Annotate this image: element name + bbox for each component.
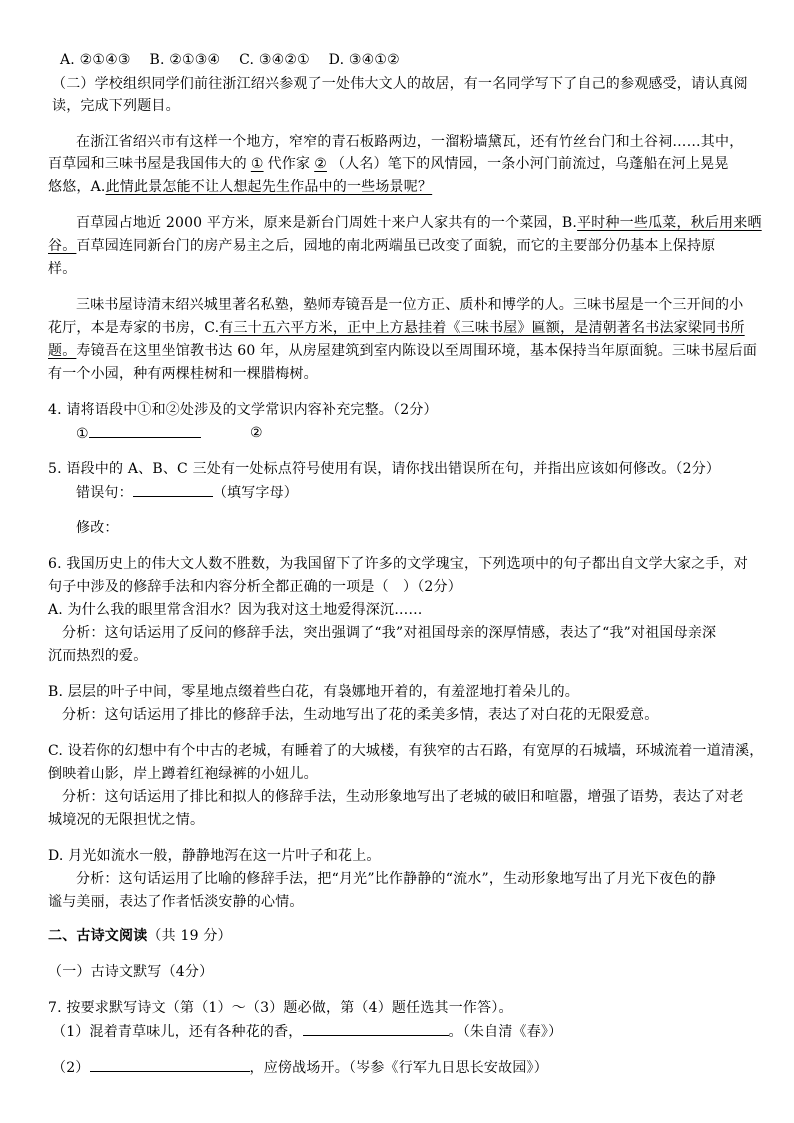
p3-text: 花厅，本是寿家的书房，C.	[48, 320, 220, 336]
p3-line1: 三味书屋诗清末绍兴城里著名私塾，塾师寿镜吾是一位方正、质朴和博学的人。三味书屋是一个三开间的小	[76, 297, 744, 313]
q6-option-d-analysis-1: 分析：这句话运用了比喻的修辞手法，把“月光”比作静静的“流水”，生动形象地写出了月光下夜色的静	[76, 871, 717, 887]
q7-2-label: （2）	[52, 1060, 90, 1076]
p2-text: 百草园占地近 2000 平方米，原来是新台门周姓十来户人家共有的一个菜园，B.	[76, 215, 578, 231]
section2-intro-line1: （二）学校组织同学们前往浙江绍兴参观了一处伟大文人的故居，有一名同学写下了自己的参观感受，请认真阅	[52, 76, 748, 92]
q6-option-d: D. 月光如流水一般，静静地泻在这一片叶子和花上。	[48, 848, 381, 864]
p3-line4: 有一个小园，种有两棵桂树和一棵腊梅树。	[48, 366, 318, 382]
q5-wrong-line	[76, 482, 298, 503]
q7-1	[52, 1021, 562, 1042]
q6-option-a: A. 为什么我的眼里常含泪水？因为我对这土地爱得深沉……	[48, 602, 423, 618]
q5-stem: 5. 语段中的 A、B、C 三处有一处标点符号使用有误，请你找出错误所在句，并指出应该如何修改。（2分）	[48, 461, 721, 477]
sentence-c-end: 题。	[48, 343, 77, 359]
q3-options: A. ②①④③ B. ②①③④ C. ③④②① D. ③④①②	[60, 52, 400, 68]
p2-text: 百草园连同新台门的房产易主之后，园地的南北两端虽已改变了面貌，而它的主要部分仍基本上保持原	[76, 238, 716, 254]
q6-option-a-analysis-1: 分析：这句话运用了反问的修辞手法，突出强调了“我”对祖国母亲的深厚情感，表达了“我”对祖国母亲深	[62, 625, 717, 641]
p3-line3	[48, 341, 757, 361]
section2-intro-line2: 读，完成下列题目。	[52, 98, 180, 114]
q6-option-a-analysis-2: 沉而热烈的爱。	[48, 648, 148, 664]
q4-answer-2	[250, 423, 263, 443]
p2-line2	[48, 236, 715, 256]
part2-score: （共 19 分）	[147, 928, 232, 944]
p1-line2	[48, 154, 729, 174]
q6-option-c-analysis-1: 分析：这句话运用了排比和拟人的修辞手法，生动形象地写出了老城的破旧和喧嚣，增强了语势，表达了对老	[62, 789, 744, 805]
q6-option-c-analysis-2: 城境况的无限担忧之情。	[48, 812, 205, 828]
q4-blank-1[interactable]	[89, 423, 201, 438]
q7-2	[52, 1057, 548, 1078]
q6-option-b: B. 层层的叶子中间，零星地点缀着些白花，有袅娜地开着的，有羞涩地打着朵儿的。	[48, 684, 579, 700]
q4-label-1: ①	[76, 426, 89, 442]
q4-answer-1	[76, 423, 201, 444]
part2-title: 二、古诗文阅读	[48, 928, 148, 944]
blank-mark-1: ①	[250, 156, 264, 172]
q7-2-text: ，应傍战场开。（岑参《行军九日思长安故园》）	[249, 1060, 548, 1076]
q7-1-blank[interactable]	[303, 1021, 449, 1036]
q6-option-b-analysis: 分析：这句话运用了排比的修辞手法，生动地写出了花的柔美多情，表达了对白花的无限爱意。	[62, 707, 659, 723]
p3-text: 寿镜吾在这里坐馆教书达 60 年，从房屋建筑到室内陈设以至周围环境，基本保持当年原面貌。三味书屋后面	[76, 343, 758, 359]
q4-stem: 4. 请将语段中①和②处涉及的文学常识内容补充完整。（2分）	[48, 402, 438, 418]
q6-stem-line1: 6. 我国历史上的伟大文人数不胜数，为我国留下了许多的文学瑰宝，下列选项中的句子都出自文学大家之手，对	[48, 556, 749, 572]
q7-2-blank[interactable]	[90, 1057, 250, 1072]
part2-heading	[48, 926, 232, 946]
q6-stem-line2: 句子中涉及的修辞手法和内容分析全都正确的一项是（ ）（2分）	[48, 579, 462, 595]
p2-line3: 样。	[48, 261, 77, 277]
part2-sub1: （一）古诗文默写（4分）	[48, 964, 214, 980]
q5-fix-label: 修改：	[76, 520, 119, 536]
p1-text: （人名）笔下的风情园，一条小河门前流过，乌蓬船在河上晃晃	[330, 156, 729, 172]
q7-stem: 7. 按要求默写诗文（第（1）～（3）题必做，第（4）题任选其一作答）。	[48, 1000, 513, 1016]
q6-option-c-line2: 倒映着山影，岸上蹲着红袍绿裤的小妞儿。	[48, 766, 318, 782]
sentence-a: 此情此景怎能不让人想起先生作品中的一些场景呢？	[105, 179, 433, 195]
q6-option-d-analysis-2: 谧与美丽，表达了作者恬淡安静的心情。	[48, 894, 304, 910]
p1-line3	[48, 177, 432, 197]
p1-text: 百草园和三味书屋是我国伟大的	[48, 156, 247, 172]
q6-option-c-line1: C. 设若你的幻想中有个中古的老城，有睡着了的大城楼，有狭窄的古石路，有宽厚的石城墙，环城流着一道清溪，	[48, 743, 764, 759]
p1-text: 悠悠，A.	[48, 179, 106, 195]
q7-1-text: （1）混着青草味儿，还有各种花的香，	[52, 1024, 303, 1040]
sentence-b: 平时种一些瓜菜，秋后用来晒	[577, 215, 762, 231]
q5-wrong-hint: （填写字母）	[212, 485, 299, 501]
q7-1-source: 。（朱自清《春》）	[448, 1024, 563, 1040]
p3-line2	[48, 318, 745, 338]
p2-line1	[76, 213, 762, 233]
q5-wrong-blank[interactable]	[133, 482, 213, 497]
sentence-c: 有三十五六平方米，正中上方悬挂着《三味书屋》匾额，是清朝著名书法家梁同书所	[219, 320, 745, 336]
p1-line1: 在浙江省绍兴市有这样一个地方，窄窄的青石板路两边，一溜粉墙黛瓦，还有竹丝台门和土谷祠……其中，	[76, 134, 744, 150]
q5-wrong-label: 错误句：	[76, 485, 133, 501]
blank-mark-2: ②	[314, 156, 327, 172]
q4-label-2: ②	[250, 425, 263, 441]
sentence-b-end: 谷。	[48, 238, 77, 254]
p1-text: 代作家	[267, 156, 311, 172]
